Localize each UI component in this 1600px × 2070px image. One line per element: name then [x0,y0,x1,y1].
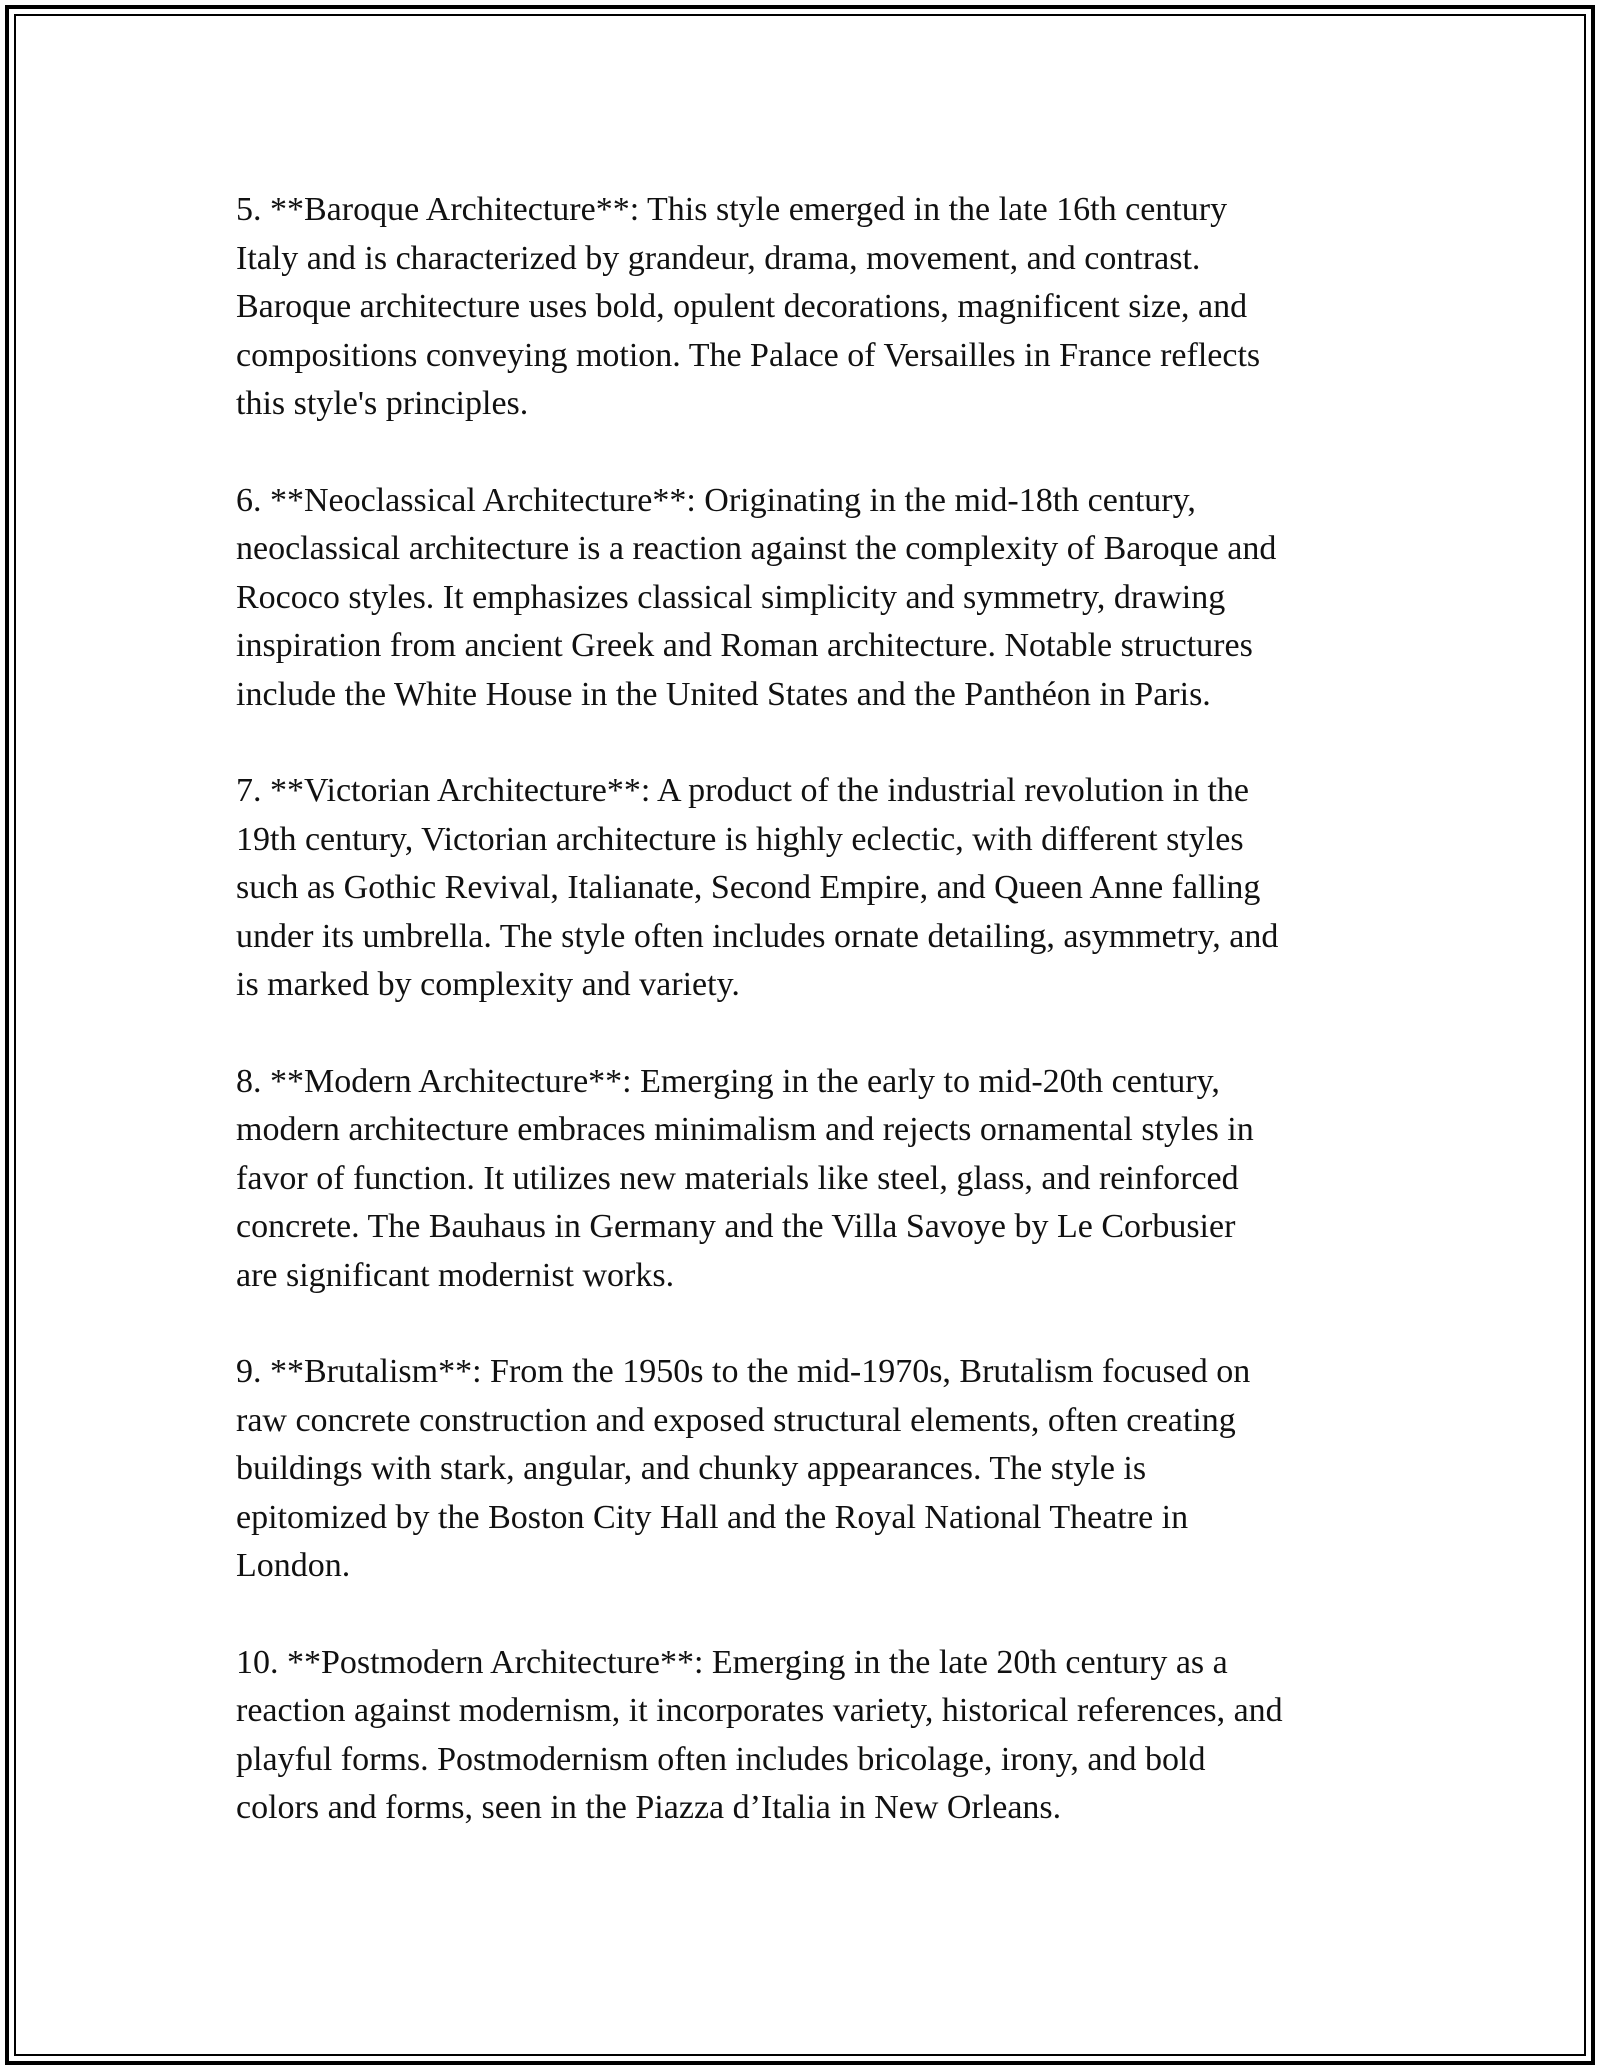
paragraph-neoclassical-architecture: 6. **Neoclassical Architecture**: Originating in the mid-18th century, neoclassical architecture is a reaction against the complexity of Baroque and Rococo styles. It emphasizes classical simplicity and symmetry, drawing inspiration from ancient Greek and Roman architecture. Notable structures include the White House in the United States and the Panthéon in Paris. [236,481,1277,713]
paragraph-victorian-architecture: 7. **Victorian Architecture**: A product of the industrial revolution in the 19th century, Victorian architecture is highly eclectic, with different styles such as Gothic Revival, Italianate, Second Empire, and Queen Anne falling under its umbrella. The style often includes ornate detailing, asymmetry, and is marked by complexity and variety. [236,772,1279,1003]
document-body [236,186,1386,1833]
paragraph-baroque-architecture: 5. **Baroque Architecture**: This style emerged in the late 16th century Italy and is characterized by grandeur, drama, movement, and contrast. Baroque architecture uses bold, opulent decorations, magnificent size, and compositions conveying motion. The Palace of Versailles in France reflects this style's principles. [236,191,1261,422]
paragraph-postmodern-architecture: 10. **Postmodern Architecture**: Emerging in the late 20th century as a reaction against modernism, it incorporates variety, historical references, and playful forms. Postmodernism often includes bricolage, irony, and bold colors and forms, seen in the Piazza d’Italia in New Orleans. [236,1643,1283,1826]
paragraph-brutalism: 9. **Brutalism**: From the 1950s to the mid-1970s, Brutalism focused on raw concrete construction and exposed structural elements, often creating buildings with stark, angular, and chunky appearances. The style is epitomized by the Boston City Hall and the Royal National Theatre in London. [236,1353,1251,1584]
paragraph-modern-architecture: 8. **Modern Architecture**: Emerging in the early to mid-20th century, modern architecture embraces minimalism and rejects ornamental styles in favor of function. It utilizes new materials like steel, glass, and reinforced concrete. The Bauhaus in Germany and the Villa Savoye by Le Corbusier are significant modernist works. [236,1062,1254,1294]
